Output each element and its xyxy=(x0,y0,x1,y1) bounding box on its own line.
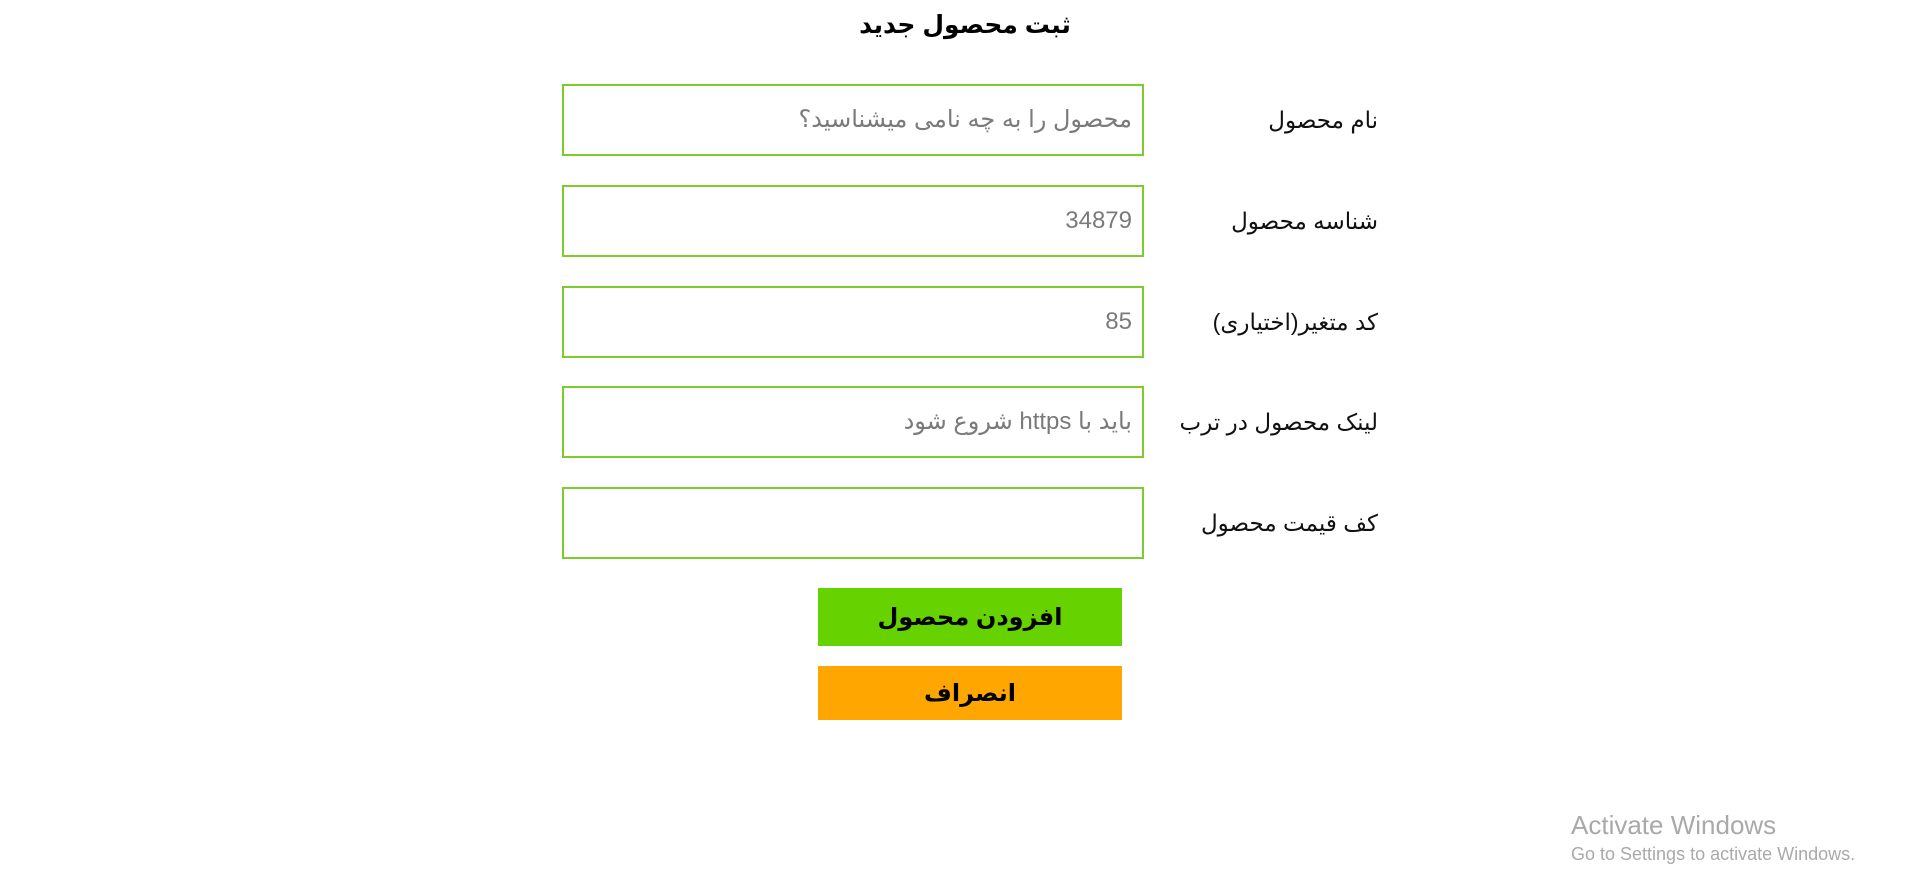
variant-code-label: کد متغیر(اختیاری) xyxy=(1212,309,1378,335)
min-price-input[interactable] xyxy=(562,487,1144,559)
watermark-title: Activate Windows xyxy=(1571,810,1777,840)
add-product-button[interactable]: افزودن محصول xyxy=(818,588,1122,646)
field-row-variant-code xyxy=(0,286,1916,358)
variant-code-input[interactable] xyxy=(562,286,1144,358)
product-id-label: شناسه محصول xyxy=(1231,208,1378,234)
min-price-label: کف قیمت محصول xyxy=(1200,510,1378,536)
product-name-label: نام محصول xyxy=(1268,107,1378,133)
product-id-input[interactable] xyxy=(562,185,1144,257)
product-name-input[interactable] xyxy=(562,84,1144,156)
field-row-torob-link xyxy=(0,386,1916,458)
field-row-min-price xyxy=(0,487,1916,559)
field-row-product-id xyxy=(0,185,1916,257)
page-title: ثبت محصول جدید xyxy=(859,11,1071,39)
windows-activation-watermark xyxy=(1571,808,1855,866)
watermark-subtitle: Go to Settings to activate Windows. xyxy=(1571,844,1856,864)
field-row-product-name xyxy=(0,84,1916,156)
torob-link-label: لینک محصول در ترب xyxy=(1179,409,1378,435)
torob-link-input[interactable] xyxy=(562,386,1144,458)
cancel-button[interactable]: انصراف xyxy=(818,666,1122,720)
